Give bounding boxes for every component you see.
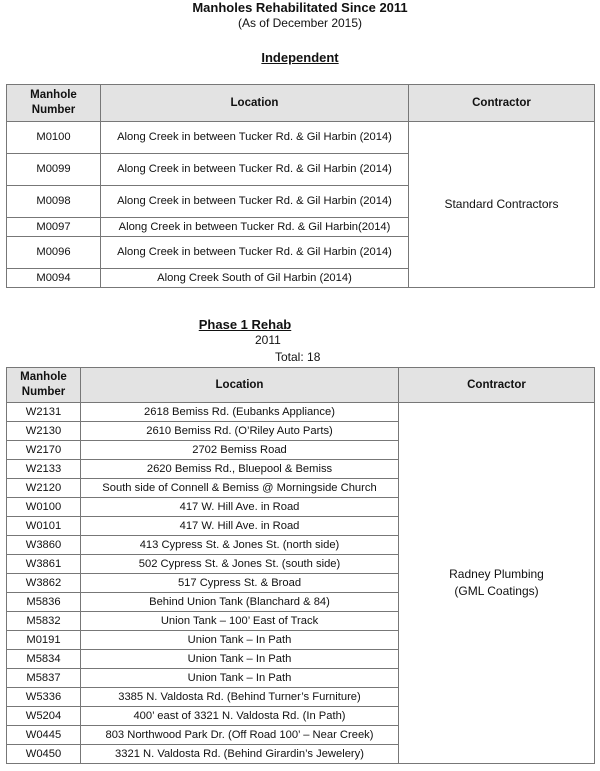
location-cell: 502 Cypress St. & Jones St. (south side)	[81, 555, 399, 574]
manhole-number-cell: W0445	[7, 726, 81, 745]
location-cell: South side of Connell & Bemiss @ Morningside Church	[81, 479, 399, 498]
manhole-number-cell: M5837	[7, 669, 81, 688]
manhole-number-cell: W5336	[7, 688, 81, 707]
manhole-number-cell: W3860	[7, 536, 81, 555]
location-cell: Along Creek in between Tucker Rd. & Gil Harbin (2014)	[101, 186, 409, 218]
location-cell: Along Creek South of Gil Harbin (2014)	[101, 269, 409, 288]
column-header-contractor: Contractor	[399, 368, 595, 403]
location-cell: 2702 Bemiss Road	[81, 441, 399, 460]
manhole-number-cell: W2133	[7, 460, 81, 479]
location-cell: Behind Union Tank (Blanchard & 84)	[81, 593, 399, 612]
phase1-year: 2011	[255, 333, 281, 347]
manhole-number-cell: M0094	[7, 269, 101, 288]
manhole-number-cell: M5834	[7, 650, 81, 669]
location-cell: 3385 N. Valdosta Rd. (Behind Turner’s Furniture)	[81, 688, 399, 707]
manhole-number-cell: M0100	[7, 122, 101, 154]
manhole-number-cell: W5204	[7, 707, 81, 726]
phase1-table-body	[7, 403, 595, 764]
location-cell: Union Tank – In Path	[81, 650, 399, 669]
contractor-cell: Standard Contractors	[409, 122, 595, 288]
manhole-number-cell: M0097	[7, 218, 101, 237]
contractor-cell	[399, 403, 595, 764]
location-cell: 400’ east of 3321 N. Valdosta Rd. (In Path)	[81, 707, 399, 726]
manhole-number-cell: M0098	[7, 186, 101, 218]
location-cell: Along Creek in between Tucker Rd. & Gil Harbin (2014)	[101, 154, 409, 186]
manhole-number-cell: W0101	[7, 517, 81, 536]
location-cell: Along Creek in between Tucker Rd. & Gil Harbin (2014)	[101, 122, 409, 154]
location-cell: Along Creek in between Tucker Rd. & Gil Harbin(2014)	[101, 218, 409, 237]
manhole-number-cell: M0096	[7, 237, 101, 269]
location-cell: Union Tank – In Path	[81, 631, 399, 650]
table-row	[7, 122, 595, 154]
manhole-number-cell: W2170	[7, 441, 81, 460]
manhole-number-cell: W0100	[7, 498, 81, 517]
independent-section-title: Independent	[261, 50, 339, 65]
manhole-number-cell: M0099	[7, 154, 101, 186]
location-cell: 417 W. Hill Ave. in Road	[81, 498, 399, 517]
contractor-name: Radney Plumbing	[449, 567, 544, 581]
phase1-section-title: Phase 1 Rehab	[198, 317, 292, 332]
location-cell: Union Tank – In Path	[81, 669, 399, 688]
manhole-number-cell: W3861	[7, 555, 81, 574]
manhole-number-cell: W2131	[7, 403, 81, 422]
manhole-number-cell: W0450	[7, 745, 81, 764]
phase1-total: Total: 18	[275, 350, 321, 364]
phase1-table	[6, 367, 595, 764]
column-header-contractor: Contractor	[409, 85, 595, 122]
location-cell: Union Tank – 100’ East of Track	[81, 612, 399, 631]
location-cell: 803 Northwood Park Dr. (Off Road 100’ – Near Creek)	[81, 726, 399, 745]
manhole-number-cell: M5836	[7, 593, 81, 612]
location-cell: 413 Cypress St. & Jones St. (north side)	[81, 536, 399, 555]
column-header-manhole-number: Manhole Number	[7, 368, 81, 403]
column-header-location: Location	[81, 368, 399, 403]
independent-table	[6, 84, 595, 288]
location-cell: 517 Cypress St. & Broad	[81, 574, 399, 593]
location-cell: Along Creek in between Tucker Rd. & Gil Harbin (2014)	[101, 237, 409, 269]
contractor-note: (GML Coatings)	[454, 584, 539, 598]
table-row	[7, 403, 595, 422]
location-cell: 2620 Bemiss Rd., Bluepool & Bemiss	[81, 460, 399, 479]
manhole-number-cell: W2130	[7, 422, 81, 441]
page-subtitle: (As of December 2015)	[237, 16, 363, 30]
location-cell: 2618 Bemiss Rd. (Eubanks Appliance)	[81, 403, 399, 422]
column-header-manhole-number: Manhole Number	[7, 85, 101, 122]
table-header-row	[7, 368, 595, 403]
table-header-row	[7, 85, 595, 122]
manhole-number-cell: M0191	[7, 631, 81, 650]
page-title: Manholes Rehabilitated Since 2011	[192, 0, 408, 15]
manhole-number-cell: M5832	[7, 612, 81, 631]
location-cell: 417 W. Hill Ave. in Road	[81, 517, 399, 536]
location-cell: 2610 Bemiss Rd. (O’Riley Auto Parts)	[81, 422, 399, 441]
manhole-number-cell: W2120	[7, 479, 81, 498]
location-cell: 3321 N. Valdosta Rd. (Behind Girardin’s Jewelery)	[81, 745, 399, 764]
column-header-location: Location	[101, 85, 409, 122]
manhole-number-cell: W3862	[7, 574, 81, 593]
